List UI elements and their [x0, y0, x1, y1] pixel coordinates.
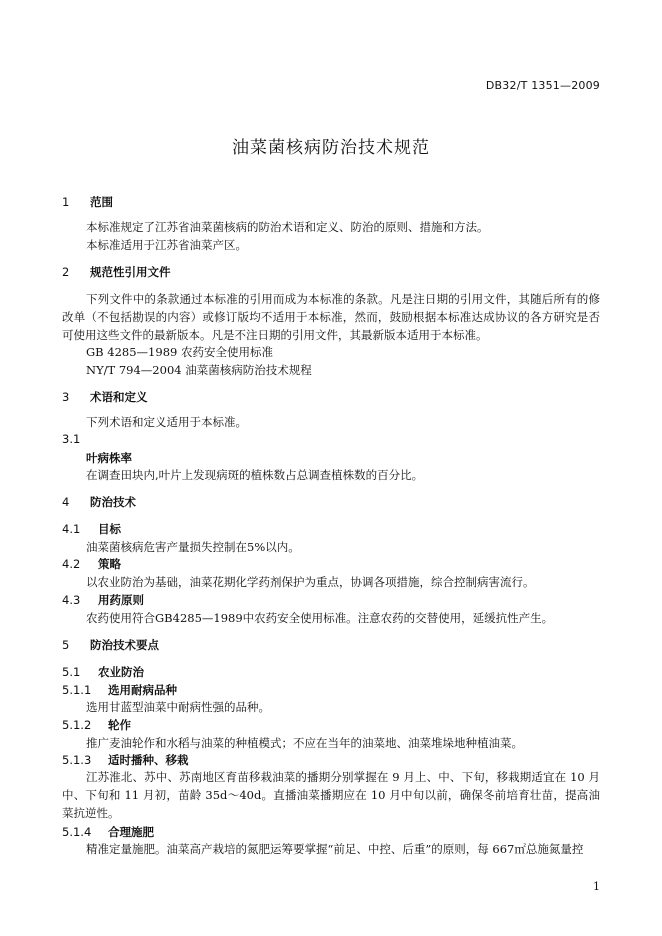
section-number: 1 — [62, 195, 70, 209]
section-number: 5 — [62, 638, 70, 652]
document-title: 油菜菌核病防治技术规范 — [232, 138, 430, 158]
section-1-heading — [62, 194, 113, 210]
subsection-5-1-2-heading — [62, 717, 131, 733]
paragraph: 以农业防治为基础，油菜花期化学药剂保护为重点，协调各项措施，综合控制病害流行。 — [86, 575, 535, 589]
standard-code: DB32/T 1351—2009 — [485, 79, 600, 92]
section-title: 防治技术要点 — [90, 638, 160, 652]
section-title: 策略 — [98, 557, 122, 571]
subsection-4-1-heading — [62, 521, 121, 537]
paragraph: 江苏淮北、苏中、苏南地区育苗移栽油菜的播期分别掌握在 9 月上、中、下旬，移栽期适宜在 10 月中、下旬和 11 月初，苗龄 35d～40d。直播油菜播期应在 10 月中旬以前，确保冬前培育壮苗，提高油菜抗逆性。 — [62, 770, 600, 820]
section-title: 适时播种、移栽 — [108, 753, 189, 767]
section-title: 农业防治 — [98, 665, 145, 679]
section-number: 4.2 — [62, 557, 81, 571]
section-number: 5.1.4 — [62, 825, 92, 839]
subsection-4-2-heading — [62, 556, 121, 572]
section-number: 2 — [62, 265, 70, 279]
section-title: 用药原则 — [98, 593, 145, 607]
section-2-heading — [62, 264, 171, 280]
term-definition: 在调查田块内,叶片上发现病斑的植株数占总调查植株数的百分比。 — [86, 468, 424, 482]
paragraph: 下列文件中的条款通过本标准的引用而成为本标准的条款。凡是注日期的引用文件，其随后所有的修改单（不包括勘误的内容）或修订版均不适用于本标准，然而，鼓励根据本标准达成协议的各方研究是否可使用这些文件的最新版本。凡是不注日期的引用文件，其最新版本适用于本标准。 — [62, 292, 600, 342]
section-title: 目标 — [98, 522, 122, 536]
section-4-heading — [62, 494, 136, 510]
section-title: 范围 — [90, 195, 114, 209]
section-number: 4.1 — [62, 522, 81, 536]
paragraph: 农药使用符合GB4285—1989中农药安全使用标准。注意农药的交替使用，延缓抗性产生。 — [86, 611, 554, 625]
term-name: 叶病株率 — [86, 451, 132, 465]
section-title: 规范性引用文件 — [90, 265, 171, 279]
section-number: 5.1.2 — [62, 718, 92, 732]
section-title: 轮作 — [108, 718, 132, 732]
section-number: 3 — [62, 390, 70, 404]
paragraph: 下列术语和定义适用于本标准。 — [86, 415, 247, 429]
page-number: 1 — [593, 880, 600, 893]
paragraph: 本标准规定了江苏省油菜菌核病的防治术语和定义、防治的原则、措施和方法。 — [86, 220, 489, 234]
subsection-5-1-heading — [62, 664, 144, 680]
subsection-5-1-1-heading — [62, 682, 177, 698]
paragraph: 油菜菌核病危害产量损失控制在5%以内。 — [86, 540, 300, 554]
section-number: 5.1.3 — [62, 753, 92, 767]
reference-item: NY/T 794—2004 油菜菌核病防治技术规程 — [86, 363, 312, 377]
reference-item: GB 4285—1989 农药安全使用标准 — [86, 345, 273, 359]
paragraph: 本标准适用于江苏省油菜产区。 — [86, 238, 247, 252]
section-3-heading — [62, 389, 148, 405]
section-number: 4 — [62, 495, 70, 509]
section-5-heading — [62, 637, 159, 653]
subsection-3-1-number: 3.1 — [62, 432, 81, 446]
section-number: 5.1.1 — [62, 683, 92, 697]
section-title: 合理施肥 — [108, 825, 155, 839]
section-number: 4.3 — [62, 593, 81, 607]
subsection-5-1-3-heading — [62, 752, 189, 768]
section-number: 5.1 — [62, 665, 81, 679]
section-title: 术语和定义 — [90, 390, 148, 404]
subsection-4-3-heading — [62, 592, 144, 608]
paragraph: 精准定量施肥。油菜高产栽培的氮肥运筹要掌握“前足、中控、后重”的原则，每 667㎡总施氮量控 — [86, 842, 584, 856]
paragraph: 推广麦油轮作和水稻与油菜的种植模式；不应在当年的油菜地、油菜堆垛地种植油菜。 — [86, 736, 523, 750]
subsection-5-1-4-heading — [62, 824, 154, 840]
section-title: 防治技术 — [90, 495, 137, 509]
section-title: 选用耐病品种 — [108, 683, 178, 697]
paragraph: 选用甘蓝型油菜中耐病性强的品种。 — [86, 700, 270, 714]
